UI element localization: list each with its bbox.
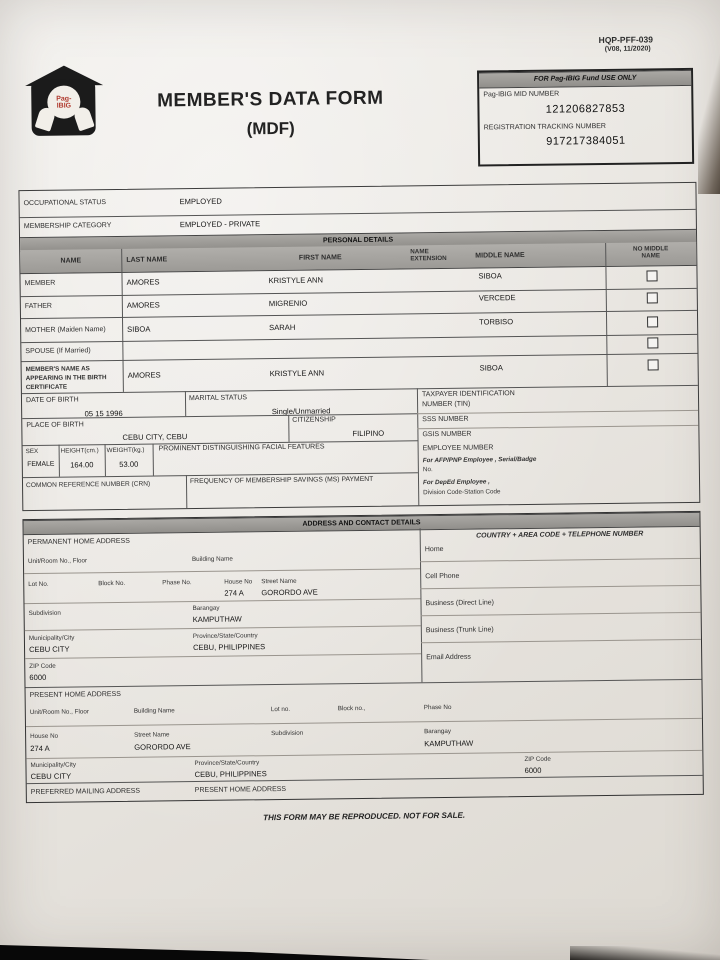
permanent-address-title: PERMANENT HOME ADDRESS: [27, 537, 130, 547]
deped-note: For DepEd Employee ,: [422, 478, 490, 487]
perm-phase-label: Phase No.: [162, 579, 192, 587]
perm-street-label: Street Name: [261, 577, 297, 586]
gsis-number-label: GSIS NUMBER: [422, 430, 472, 439]
logo-seal: [47, 85, 80, 118]
crn-label: COMMON REFERENCE NUMBER (CRN): [26, 480, 151, 490]
form-code: HQP-PFF-039: [598, 34, 654, 46]
perm-zip-value: 6000: [29, 672, 47, 683]
citizenship-value: FILIPINO: [352, 428, 385, 439]
office-use-box: [477, 68, 694, 167]
mid-number-label: Pag-IBIG MID NUMBER: [483, 90, 560, 99]
sss-number-label: SSS NUMBER: [422, 415, 469, 424]
birth-cert-last-name: AMORES: [127, 370, 161, 380]
col-first-name-header: FIRST NAME: [298, 254, 342, 262]
father-last-name: AMORES: [126, 300, 160, 310]
cell-phone-label: Cell Phone: [425, 572, 460, 581]
tin-label: TAXPAYER IDENTIFICATION NUMBER (TIN): [421, 390, 515, 409]
sex-value: FEMALE: [27, 460, 55, 469]
pres-province-value: CEBU, PHILIPPINES: [194, 769, 267, 780]
pres-municipality-value: CEBU CITY: [30, 771, 72, 782]
afp-note: For AFP/PNP Employee , Serial/Badge: [422, 455, 537, 465]
pres-block-label: Block no.,: [337, 704, 366, 713]
perm-building-label: Building Name: [191, 555, 233, 564]
perm-barangay-label: Barangay: [192, 604, 220, 613]
pres-street-value: GORORDO AVE: [134, 742, 191, 752]
personal-details-table: [18, 182, 700, 511]
member-first-name: KRISTYLE ANN: [268, 275, 324, 286]
pres-lot-label: Lot no.: [270, 705, 291, 714]
col-last-name-header: LAST NAME: [126, 256, 168, 264]
logo-text: Pag- IBIG: [56, 94, 72, 110]
pres-municipality-label: Municipality/City: [30, 761, 77, 770]
pres-building-label: Building Name: [133, 707, 175, 715]
father-no-middle-checkbox[interactable]: [647, 292, 658, 303]
email-address-label: Email Address: [426, 653, 471, 662]
height-value: 164.00: [70, 460, 94, 470]
row-birth-cert-label: MEMBER'S NAME AS APPEARING IN THE BIRTH CERTIFICATE: [25, 365, 107, 392]
pres-zip-label: ZIP Code: [524, 755, 551, 764]
perm-unit-label: Unit/Room No., Floor: [27, 557, 88, 566]
mother-middle-name: TORBISO: [479, 317, 514, 327]
father-first-name: MIGRENIO: [268, 298, 308, 309]
pres-zip-value: 6000: [524, 765, 542, 776]
perm-municipality-label: Municipality/City: [28, 634, 75, 643]
occupational-status-value: EMPLOYED: [179, 196, 222, 207]
pob-label: PLACE OF BIRTH: [26, 421, 84, 430]
dob-label: DATE OF BIRTH: [25, 396, 79, 405]
mother-first-name: SARAH: [269, 322, 296, 333]
mother-no-middle-checkbox[interactable]: [647, 316, 658, 327]
personal-details-section-bar: PERSONAL DETAILS: [20, 229, 696, 252]
sex-label: SEX: [25, 447, 39, 456]
father-middle-name: VERCEDE: [478, 293, 516, 303]
membership-category-value: EMPLOYED - PRIVATE: [179, 219, 261, 230]
weight-label: WEIGHT(kg.): [106, 446, 145, 455]
present-address-title: PRESENT HOME ADDRESS: [29, 690, 121, 700]
pres-unit-label: Unit/Room No., Floor: [29, 708, 89, 717]
col-middle-name-header: MIDDLE NAME: [475, 251, 525, 260]
marital-status-label: MARITAL STATUS: [188, 394, 248, 403]
marital-status-value: Single/Unmarried: [271, 406, 331, 417]
mother-last-name: SIBOA: [127, 324, 151, 334]
occupational-status-label: OCCUPATIONAL STATUS: [23, 199, 107, 208]
form-version: (V08, 11/2020): [604, 45, 651, 53]
mid-number-value: 121206827853: [545, 102, 626, 116]
pag-ibig-logo-icon: [25, 65, 104, 142]
perm-subdivision-label: Subdivision: [28, 609, 61, 618]
citizenship-label: CITIZENSHIP: [292, 416, 336, 424]
office-use-header: FOR Pag-IBIG Fund USE ONLY: [479, 70, 691, 89]
perm-lot-label: Lot No.: [28, 580, 49, 589]
photo-shadow-bottom-right: [570, 946, 720, 960]
address-table: [22, 511, 703, 803]
row-member-label: MEMBER: [24, 279, 56, 288]
pres-phase-label: Phase No: [423, 703, 452, 712]
perm-block-label: Block No.: [98, 579, 126, 588]
col-name-extension-header: NAME EXTENSION: [410, 248, 447, 263]
row-mother-label: MOTHER (Maiden Name): [25, 326, 106, 335]
pob-value: CEBU CITY, CEBU: [122, 432, 188, 442]
birth-cert-first-name: KRISTYLE ANN: [269, 368, 325, 379]
birth-cert-middle-name: SIBOA: [479, 363, 503, 373]
height-label: HEIGHT(cm.): [60, 447, 99, 455]
pres-subdivision-label: Subdivision: [271, 729, 304, 738]
business-direct-label: Business (Direct Line): [425, 599, 495, 608]
membership-category-label: MEMBERSHIP CATEGORY: [23, 222, 112, 231]
pres-street-label: Street Name: [134, 731, 170, 739]
deped-note-2: Division Code-Station Code: [423, 488, 501, 497]
pres-house-value: 274 A: [30, 743, 50, 754]
business-trunk-label: Business (Trunk Line): [425, 626, 494, 635]
home-phone-label: Home: [424, 545, 444, 554]
perm-house-label: House No: [224, 578, 253, 586]
perm-street-value: GORORDO AVE: [261, 587, 318, 598]
spouse-no-middle-checkbox[interactable]: [647, 337, 658, 348]
telephone-column-header: COUNTRY + AREA CODE + TELEPHONE NUMBER: [476, 530, 644, 540]
footer-note: THIS FORM MAY BE REPRODUCED. NOT FOR SALE.: [263, 810, 466, 823]
pres-barangay-label: Barangay: [424, 727, 452, 736]
row-father-label: FATHER: [24, 302, 53, 311]
facial-features-label: PROMINENT DISTINGUISHING FACIAL FEATURES: [158, 443, 325, 453]
perm-house-value: 274 A: [224, 588, 244, 598]
pres-province-label: Province/State/Country: [194, 759, 260, 768]
tracking-number-label: REGISTRATION TRACKING NUMBER: [483, 122, 607, 132]
pres-barangay-value: KAMPUTHAW: [424, 738, 474, 749]
tracking-number-value: 917217384051: [546, 134, 626, 148]
col-no-middle-name-header: NO MIDDLE NAME: [632, 245, 669, 260]
perm-province-value: CEBU, PHILIPPINES: [192, 642, 266, 653]
photo-shadow-top-right: [698, 0, 720, 194]
weight-value: 53.00: [119, 459, 139, 469]
mailing-address-value: PRESENT HOME ADDRESS: [194, 785, 287, 795]
dob-value: 05 15 1996: [84, 408, 123, 419]
row-spouse-label: SPOUSE (If Married): [25, 347, 91, 356]
col-name-header: NAME: [60, 257, 82, 265]
pres-house-label: House No: [30, 732, 59, 741]
page-subtitle: (MDF): [246, 118, 295, 139]
perm-barangay-value: KAMPUTHAW: [192, 614, 242, 625]
member-last-name: AMORES: [126, 277, 160, 287]
member-middle-name: SIBOA: [478, 271, 502, 281]
perm-zip-label: ZIP Code: [29, 662, 56, 671]
page-title: MEMBER'S DATA FORM: [157, 87, 384, 112]
ms-frequency-label: FREQUENCY OF MEMBERSHIP SAVINGS (MS) PAYMENT: [189, 475, 374, 486]
member-no-middle-checkbox[interactable]: [646, 270, 657, 281]
perm-province-label: Province/State/Country: [192, 632, 258, 641]
perm-municipality-value: CEBU CITY: [28, 644, 70, 655]
address-section-bar: ADDRESS AND CONTACT DETAILS: [23, 512, 699, 535]
afp-note-2: No.: [422, 466, 433, 474]
mailing-address-label: PREFERRED MAILING ADDRESS: [30, 787, 141, 797]
birth-cert-no-middle-checkbox[interactable]: [648, 359, 659, 370]
employee-number-label: EMPLOYEE NUMBER: [422, 444, 494, 453]
